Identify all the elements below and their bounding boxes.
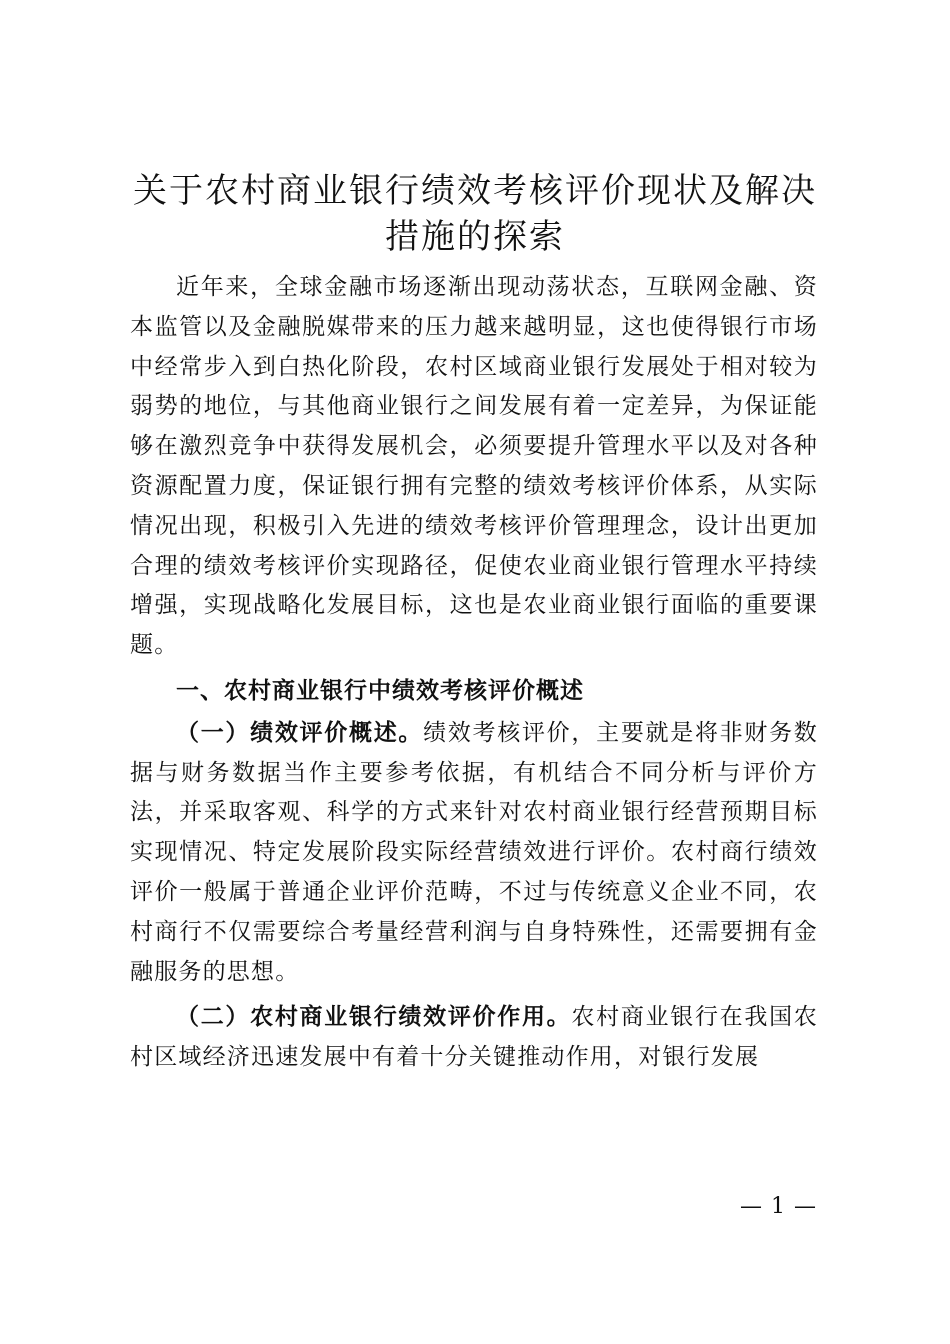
subsection-paragraph — [130, 998, 818, 1078]
page-number: — 1 — — [740, 1194, 817, 1219]
intro-paragraph: 近年来，全球金融市场逐渐出现动荡状态，互联网金融、资本监管以及金融脱媒带来的压力越来越明显，这也使得银行市场中经常步入到白热化阶段，农村区域商业银行发展处于相对较为弱势的地位，与其他商业银行之间发展有着一定差异，为保证能够在激烈竞争中获得发展机会，必须要提升管理水平以及对各种资源配置力度，保证银行拥有完整的绩效考核评价体系，从实际情况出现，积极引入先进的绩效考核评价管理理念，设计出更加合理的绩效考核评价实现路径，促使农业商业银行管理水平持续增强，实现战略化发展目标，这也是农业商业银行面临的重要课题。 — [130, 274, 818, 659]
subsection-lead: （二）农村商业银行绩效评价作用。 — [176, 1004, 572, 1031]
subsection-text: 农村商业银行在我国农村区域经济迅速发展中有着十分关键推动作用，对银行发展 — [130, 1004, 818, 1071]
section-heading: 一、农村商业银行中绩效考核评价概述 — [176, 677, 584, 704]
subsection-text: 绩效考核评价，主要就是将非财务数据与财务数据当作主要参考依据，有机结合不同分析与评价方法，并采取客观、科学的方式来针对农村商业银行经营预期目标实现情况、特定发展阶段实际经营绩效进行评价。农村商行绩效评价一般属于普通企业评价范畴，不过与传统意义企业不同，农村商行不仅需要综合考量经营利润与自身特殊性，还需要拥有金融服务的思想。 — [130, 719, 819, 985]
subsection-paragraph — [130, 714, 818, 993]
subsection-lead: （一）绩效评价概述。 — [176, 719, 424, 746]
document-title: 关于农村商业银行绩效考核评价现状及解决措施的探索 — [133, 171, 817, 257]
document-body — [130, 268, 818, 1078]
